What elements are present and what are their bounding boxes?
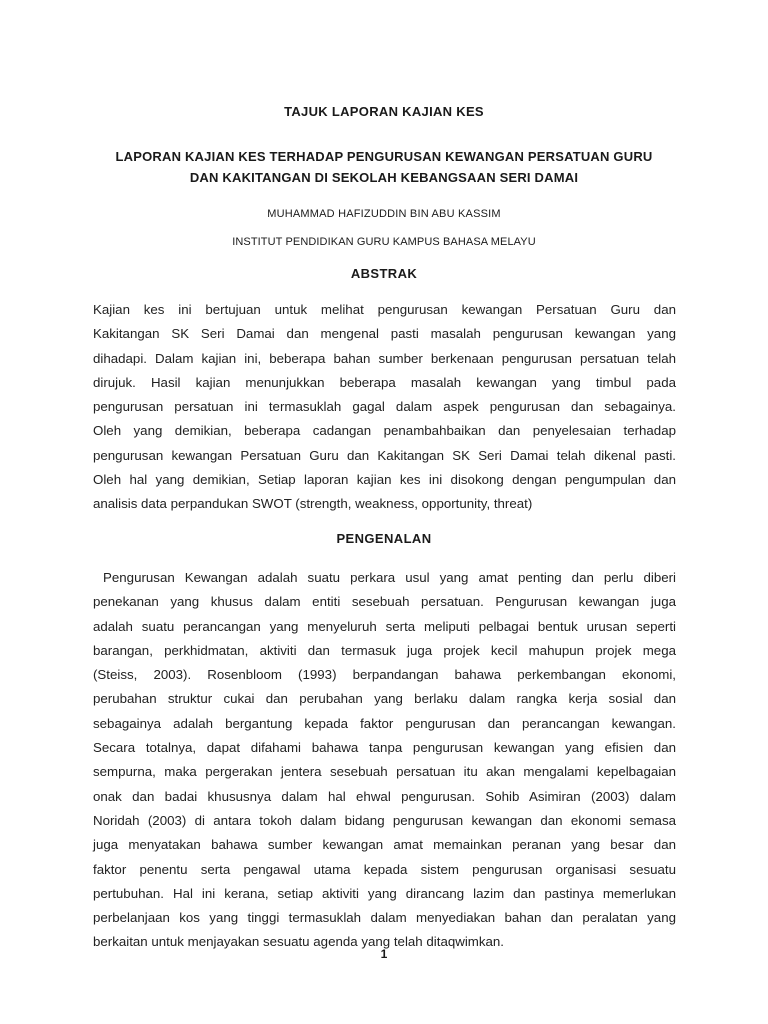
intro-line: barangan, perkhidmatan, aktiviti dan termasuk juga projek kecil mahupun projek mega [93,642,676,658]
intro-line: Pengurusan Kewangan adalah suatu perkara usul yang amat penting dan perlu diberi [93,570,676,585]
title-line: LAPORAN KAJIAN KES TERHADAP PENGURUSAN KEWANGAN PERSATUAN GURU [115,149,653,164]
intro-line: Noridah (2003) di antara tokoh dalam bidang pengurusan kewangan dan ekonomi semasa [93,812,676,828]
report-title [0,146,768,188]
abstract-line: dirujuk. Hasil kajian menunjukkan beberapa masalah kewangan yang timbul pada [93,374,676,390]
abstract-line: pengurusan kewangan Persatuan Guru dan Kakitangan SK Seri Damai telah dikenal pasti. [93,447,676,463]
intro-line: perubahan struktur cukai dan perubahan yang berlaku dalam rangka kerja sosial dan [93,691,676,707]
intro-line: berkaitan untuk menjayakan sesuatu agenda yang telah ditaqwimkan. [93,934,504,950]
abstract-line: analisis data perpandukan SWOT (strength, weakness, opportunity, threat) [93,496,533,512]
intro-paragraph [93,566,676,955]
intro-line: perbelanjaan kos yang tinggi termasuklah dalam menyediakan bahan dan peralatan yang [93,910,676,926]
abstract-line: Oleh yang demikian, beberapa cadangan penambahbaikan dan penyelesaian terhadap [93,423,676,439]
author-name: MUHAMMAD HAFIZUDDIN BIN ABU KASSIM [267,208,501,220]
intro-line: juga menyatakan bahawa sumber kewangan amat memainkan peranan yang besar dan [93,837,676,853]
page-number: 1 [380,947,388,961]
abstract-heading: ABSTRAK [350,266,418,281]
abstract-line: pengurusan persatuan ini termasuklah gagal dalam aspek pengurusan dan sebagainya. [93,399,676,415]
intro-line: faktor penentu serta pengawal utama kepada sistem pengurusan organisasi sesuatu [93,861,676,877]
intro-line: sebagainya adalah bergantung kepada faktor pengurusan dan perancangan kewangan. [93,715,676,731]
intro-line: (Steiss, 2003). Rosenbloom (1993) berpandangan bahawa perkembangan ekonomi, [93,667,676,683]
abstract-line: Kakitangan SK Seri Damai dan mengenal pasti masalah pengurusan kewangan yang [93,326,676,342]
abstract-line: dihadapi. Dalam kajian ini, beberapa bahan sumber berkenaan pengurusan persatuan telah [93,350,676,366]
abstract-line: Kajian kes ini bertujuan untuk melihat pengurusan kewangan Persatuan Guru dan [93,302,676,317]
intro-line: sempurna, maka pergerakan jentera sesebuah persatuan itu akan mengalami kepelbagaian [93,764,676,780]
intro-heading: PENGENALAN [336,531,432,546]
intro-line: Secara totalnya, dapat difahami bahawa tanpa pengurusan kewangan yang efisien dan [93,740,676,756]
intro-line: penekanan yang khusus dalam entiti sesebuah persatuan. Pengurusan kewangan juga [93,594,676,610]
institution-name: INSTITUT PENDIDIKAN GURU KAMPUS BAHASA MELAYU [232,236,536,248]
intro-line: pertubuhan. Hal ini kerana, setiap aktiviti yang dirancang lazim dan pastinya memerlukan [93,885,676,901]
abstract-paragraph [93,298,676,517]
title-line: DAN KAKITANGAN DI SEKOLAH KEBANGSAAN SERI DAMAI [189,170,579,185]
report-heading: TAJUK LAPORAN KAJIAN KES [284,104,484,119]
abstract-line: Oleh hal yang demikian, Setiap laporan kajian kes ini disokong dengan pengumpulan dan [93,472,676,488]
intro-line: adalah suatu perancangan yang menyeluruh serta meliputi pelbagai bentuk urusan seperti [93,618,676,634]
intro-line: onak dan badai khususnya dalam hal ehwal pengurusan. Sohib Asimiran (2003) dalam [93,788,676,804]
